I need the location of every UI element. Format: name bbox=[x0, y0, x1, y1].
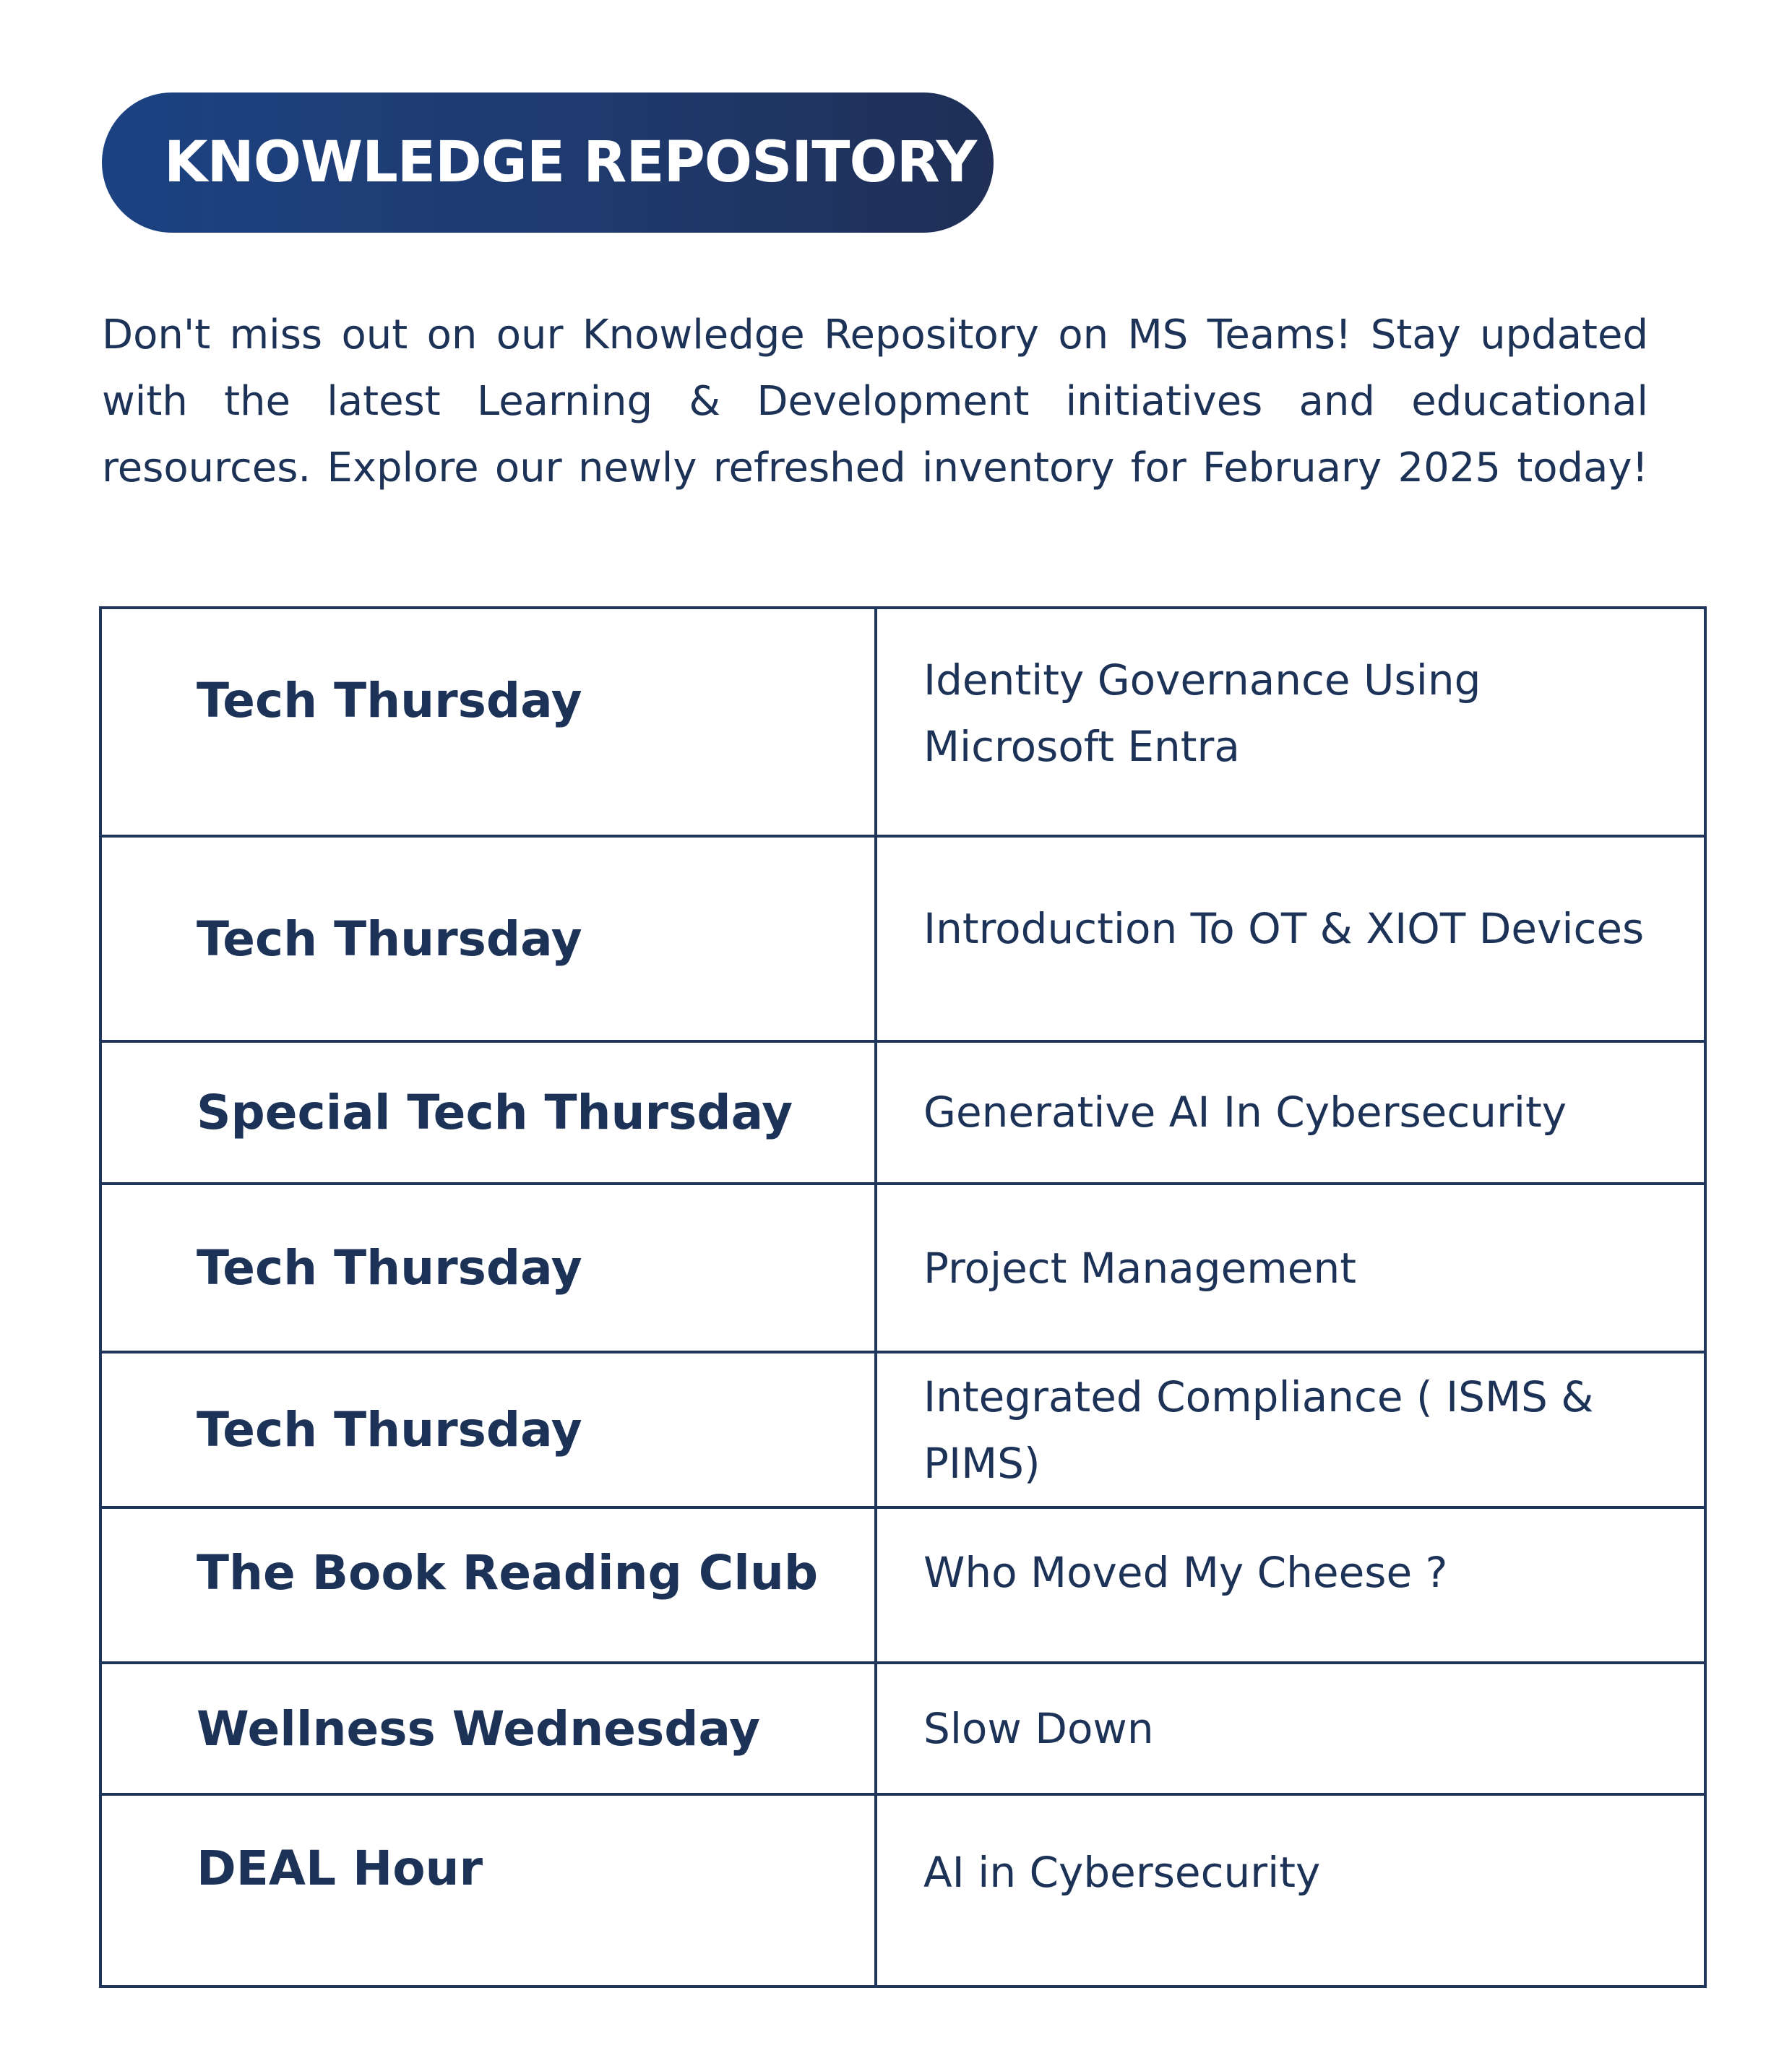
series-cell bbox=[100, 608, 876, 836]
table-row bbox=[100, 1041, 1705, 1184]
topic-name: AI in Cybersecurity bbox=[923, 1848, 1321, 1897]
topic-cell bbox=[876, 1041, 1705, 1184]
repository-table bbox=[99, 606, 1707, 1988]
intro-line: Don't miss out on our Knowledge Repository on MS Teams! Stay updated bbox=[102, 311, 1648, 358]
series-name: Tech Thursday bbox=[197, 911, 582, 967]
topic-name: Project Management bbox=[923, 1243, 1356, 1293]
series-name: Tech Thursday bbox=[197, 673, 582, 728]
series-cell bbox=[100, 1663, 876, 1794]
table-row bbox=[100, 608, 1705, 836]
series-name: Tech Thursday bbox=[197, 1240, 582, 1296]
topic-cell bbox=[876, 1663, 1705, 1794]
topic-name: Introduction To OT & XIOT Devices bbox=[923, 904, 1645, 953]
topic-name: Who Moved My Cheese ? bbox=[923, 1548, 1448, 1597]
series-name: Tech Thursday bbox=[197, 1402, 582, 1458]
intro-line: resources. Explore our newly refreshed inventory for February 2025 today! bbox=[102, 444, 1648, 491]
topic-cell bbox=[876, 608, 1705, 836]
table-row bbox=[100, 1507, 1705, 1663]
topic-name: Generative AI In Cybersecurity bbox=[923, 1088, 1567, 1137]
table-row bbox=[100, 1184, 1705, 1352]
series-name: The Book Reading Club bbox=[197, 1545, 819, 1601]
table-row bbox=[100, 836, 1705, 1041]
topic-cell bbox=[876, 1352, 1705, 1507]
topic-cell bbox=[876, 1184, 1705, 1352]
table-row bbox=[100, 1352, 1705, 1507]
series-cell bbox=[100, 1352, 876, 1507]
topic-name: Integrated Compliance ( ISMS & PIMS) bbox=[923, 1372, 1594, 1488]
table-row bbox=[100, 1663, 1705, 1794]
title-banner bbox=[102, 92, 994, 233]
series-cell bbox=[100, 1507, 876, 1663]
topic-cell bbox=[876, 836, 1705, 1041]
series-cell bbox=[100, 836, 876, 1041]
series-name: DEAL Hour bbox=[197, 1841, 483, 1896]
topic-name: Slow Down bbox=[923, 1704, 1154, 1753]
topic-cell bbox=[876, 1507, 1705, 1663]
series-cell bbox=[100, 1184, 876, 1352]
series-name: Special Tech Thursday bbox=[197, 1085, 793, 1140]
intro-line: with the latest Learning & Development initiatives and educational bbox=[102, 378, 1648, 425]
series-cell bbox=[100, 1041, 876, 1184]
page-title: KNOWLEDGE REPOSITORY bbox=[164, 130, 977, 195]
series-name: Wellness Wednesday bbox=[197, 1700, 761, 1757]
intro-paragraph bbox=[102, 302, 1648, 502]
table-row bbox=[100, 1794, 1705, 1987]
series-cell bbox=[100, 1794, 876, 1987]
topic-cell bbox=[876, 1794, 1705, 1987]
topic-name: Identity Governance Using Microsoft Entra bbox=[923, 655, 1481, 771]
